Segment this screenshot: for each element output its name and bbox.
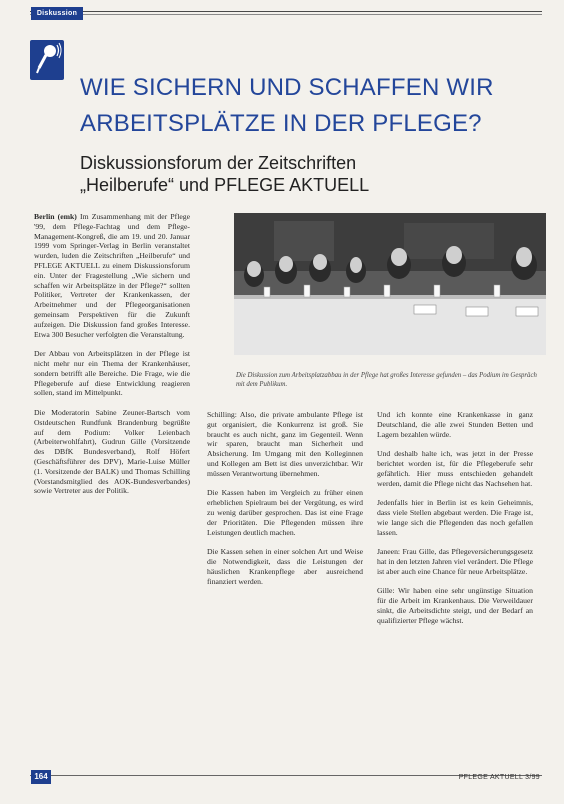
- column-3-text: Und ich konnte eine Krankenkasse in ganz Deutschland, die alle zwei Stunden Betten und Lagern bezahlen würde. Und deshalb halte ich, was jetzt in der Presse berichtet worden ist, für die Pflegeberufe sehr gefährlich. Hier muss entschieden gehandelt werden, damit die Pflege nicht das Nachsehen hat. Jedenfalls hier in Berlin ist es kein Geheimnis, dass viele Stellen abgebaut werden. Die Frage ist, wie lange sich die Pflegenden das noch gefallen lassen. Janeen: Frau Gille, das Pflegeversicherungsgesetz hat in den letzten Jahren viel verändert. Die Pflege ist aber auch eine Chance für neue Arbeitsplätze. Gille: Wir haben eine sehr ungünstige Situation für die Arbeit im Krankenhaus. Die Verweildauer sinkt, die Arbeitsdichte steigt, und der Bedarf an qualifizierter Pflege wächst.: [377, 410, 533, 625]
- photo-caption: Die Diskussion zum Arbeitsplatzabbau in der Pflege hat großes Interesse gefunden – das Podium im Gespräch mit dem Publikum.: [236, 372, 537, 388]
- photo-scene: [234, 213, 546, 355]
- panel-discussion-photo: [234, 213, 546, 355]
- journal-footer: PFLEGE AKTUELL 3/99: [458, 774, 540, 781]
- article-subtitle: [80, 152, 520, 196]
- article-column-3: [377, 410, 533, 626]
- article-headline: [80, 70, 550, 142]
- column-1-text: Im Zusammenhang mit der Pflege '99, dem Pflege-Fachtag und dem Pflege-Management-Kongreß, die am 19. und 20. Januar 1999 vom Springer-Verlag in Berlin veranstaltet wurden, luden die Zeitschriften „Heilberufe“ und PFLEGE AKTUELL zu einem Diskussionsforum ein. Unter der Fragestellung „Wie sichern und schaffen wir Arbeitsplätze in der Pflege?“ sollten Politiker, Vertreter der Krankenkassen, der Arbeitnehmer und der Pflegeorganisationen gemeinsam Perspektiven für die Zukunft aufzeigen. Die Diskussion fand großes Interesse. Etwa 300 Besucher verfolgten die Veranstaltung. Der Abbau von Arbeitsplätzen in der Pflege ist nicht mehr nur ein Thema der Krankenhäuser, sondern betrifft alle Bereiche. Die Frage, wie die Pflegeberufe auf diese Entwicklung reagieren sollen, stand im Mittelpunkt. Die Moderatorin Sabine Zeuner-Bartsch vom Ostdeutschen Rundfunk Brandenburg begrüßte auf dem Podium: Volker Leienbach (Arbeiterwohlfahrt), Gudrun Gille (Vorsitzende des DBfK Bundesverband), Rolf Höfert (Geschäftsführer des DPV), Marie-Luise Müller (1. Vorsitzende der BALK) und Thomas Schilling (Vorstandsmitglied des AOK-Bundesverbandes) sowie Vertreter aus der Politik.: [34, 212, 190, 496]
- headline-line-1: WIE SICHERN UND SCHAFFEN WIR: [80, 74, 494, 101]
- subtitle-line-1: Diskussionsforum der Zeitschriften: [80, 153, 357, 173]
- header-rule: [30, 11, 542, 12]
- column-2-text: Schilling: Also, die private ambulante Pflege ist gut organisiert, die Konkurrenz ist groß. Sie braucht es auch nicht, ganz im Gegenteil. Wenn wir sparen, braucht man Sicherheit und Absicherung. Im Umgang mit den Kolleginnen und Kollegen am Bett ist dies unverzichtbar. Wir müssen Verantwortung übernehmen. Die Kassen haben im Vergleich zu früher einen erheblichen Spielraum bei der Vergütung, es wird zu wenig darüber gesprochen. Das ist eine Frage der Prioritäten. Die Pflegenden müssen ihre Leistungen deutlich machen. Die Kassen sehen in einer solchen Art und Weise die Notwendigkeit, dass die Leistungen der häuslichen Krankenpflege aber ausreichend finanziert werden.: [207, 410, 363, 586]
- subtitle-line-2: „Heilberufe“ und PFLEGE AKTUELL: [80, 175, 370, 195]
- header-rule-secondary: [30, 14, 542, 15]
- page-number: 164: [31, 770, 51, 784]
- microphone-icon-graphic: [30, 40, 64, 80]
- article-column-1: [34, 212, 190, 496]
- section-tag: Diskussion: [31, 7, 83, 20]
- headline-line-2: ARBEITSPLÄTZE IN DER PFLEGE?: [80, 110, 482, 137]
- article-column-2: [207, 410, 363, 586]
- article-dateline: Berlin (emk): [34, 212, 77, 221]
- microphone-icon: [30, 40, 64, 80]
